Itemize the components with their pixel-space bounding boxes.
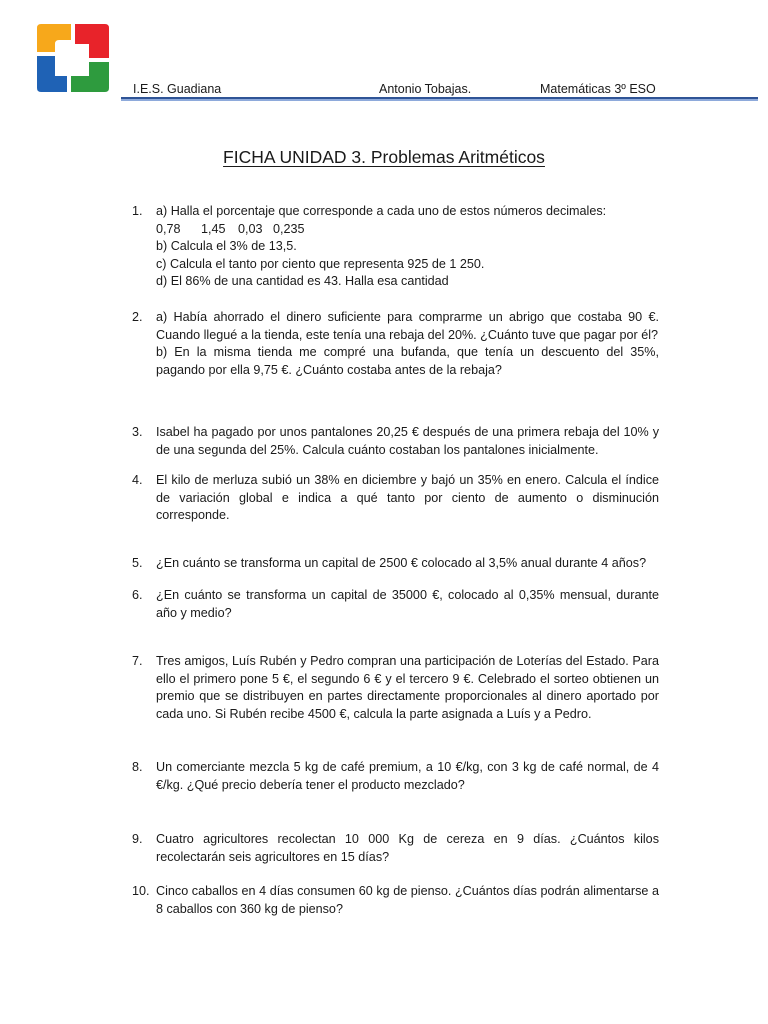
problem-text: Cuatro agricultores recolectan 10 000 Kg de cereza en 9 días. ¿Cuántos kilos recolectarán seis agricultores en 15 días? [156,832,659,864]
problem-9 [132,831,659,866]
problem-number: 5. [132,556,143,570]
problem-text: ¿En cuánto se transforma un capital de 2500 € colocado al 3,5% anual durante 4 años? [156,556,647,570]
problem-text: Cinco caballos en 4 días consumen 60 kg de pienso. ¿Cuántos días podrán alimentarse a 8 caballos con 360 kg de pienso? [156,884,659,916]
problem-1-part-c: c) Calcula el tanto por ciento que representa 925 de 1 250. [156,256,485,271]
problem-text: Tres amigos, Luís Rubén y Pedro compran una participación de Loterías del Estado. Para ello el primero pone 5 €, el segundo 6 € y el tercero 9 €. Celebrado el sorteo obtienen un premio que se distribuyen en partes directamente proporcionales al dinero aportado por cada uno. Si Rubén recibe 4500 €, calcula la parte asignada a Luís y a Pedro. [156,654,659,721]
problem-text: El kilo de merluza subió un 38% en diciembre y bajó un 35% en enero. Calcula el índice de variación global e indica a qué tanto por ciento de aumento o disminución corresponde. [156,473,659,523]
problem-text: Un comerciante mezcla 5 kg de café premium, a 10 €/kg, con 3 kg de café normal, de 4 €/kg. ¿Qué precio debería tener el producto mezclado? [156,760,659,792]
header-subject: Matemáticas 3º ESO [540,82,656,96]
problem-number: 2. [132,310,143,324]
header-school: I.E.S. Guadiana [133,82,222,96]
problem-number: 10. [132,884,150,898]
decimal-value: 0,03 [238,221,263,236]
problem-6 [132,587,659,622]
problem-text: ¿En cuánto se transforma un capital de 35000 €, colocado al 0,35% mensual, durante año y medio? [156,588,659,620]
problem-2-part-a: a) Había ahorrado el dinero suficiente para comprarme un abrigo que costaba 90 €. Cuando llegué a la tienda, este tenía una rebaja del 20%. ¿Cuánto tuve que pagar por él? [156,310,659,342]
problem-5 [132,555,659,573]
problem-8 [132,759,659,794]
problem-1 [132,203,659,291]
problem-number: 9. [132,832,143,846]
problem-text: Isabel ha pagado por unos pantalones 20,25 € después de una primera rebaja del 10% y de una segunda del 25%. Calcula cuánto costaban los pantalones inicialmente. [156,425,659,457]
logo-center-block [59,44,85,72]
problem-1-part-b: b) Calcula el 3% de 13,5. [156,239,297,254]
problem-number: 6. [132,588,143,602]
problem-1-part-d: d) El 86% de una cantidad es 43. Halla esa cantidad [156,274,449,289]
page-title: FICHA UNIDAD 3. Problemas Aritméticos [223,147,545,167]
problem-2 [132,309,659,379]
problem-2-part-b: b) En la misma tienda me compré una bufanda, que tenía un descuento del 35%, pagando por ella 9,75 €. ¿Cuánto costaba antes de la rebaja? [156,345,659,377]
decimal-value: 0,235 [273,221,305,236]
problem-number: 8. [132,760,143,774]
problem-10 [132,883,659,918]
decimal-value: 0,78 [156,221,181,236]
header-rule-shadow [121,99,758,101]
problem-number: 7. [132,654,143,668]
problem-3 [132,424,659,459]
problem-number: 1. [132,204,143,218]
problem-number: 4. [132,473,143,487]
header-author: Antonio Tobajas. [379,82,472,96]
decimal-value: 1,45 [201,221,226,236]
decimal-list [156,221,659,239]
problem-number: 3. [132,425,143,439]
problem-7 [132,653,659,723]
school-logo [37,24,109,92]
problem-1-part-a: a) Halla el porcentaje que corresponde a cada uno de estos números decimales: [156,204,607,218]
problem-4 [132,472,659,525]
